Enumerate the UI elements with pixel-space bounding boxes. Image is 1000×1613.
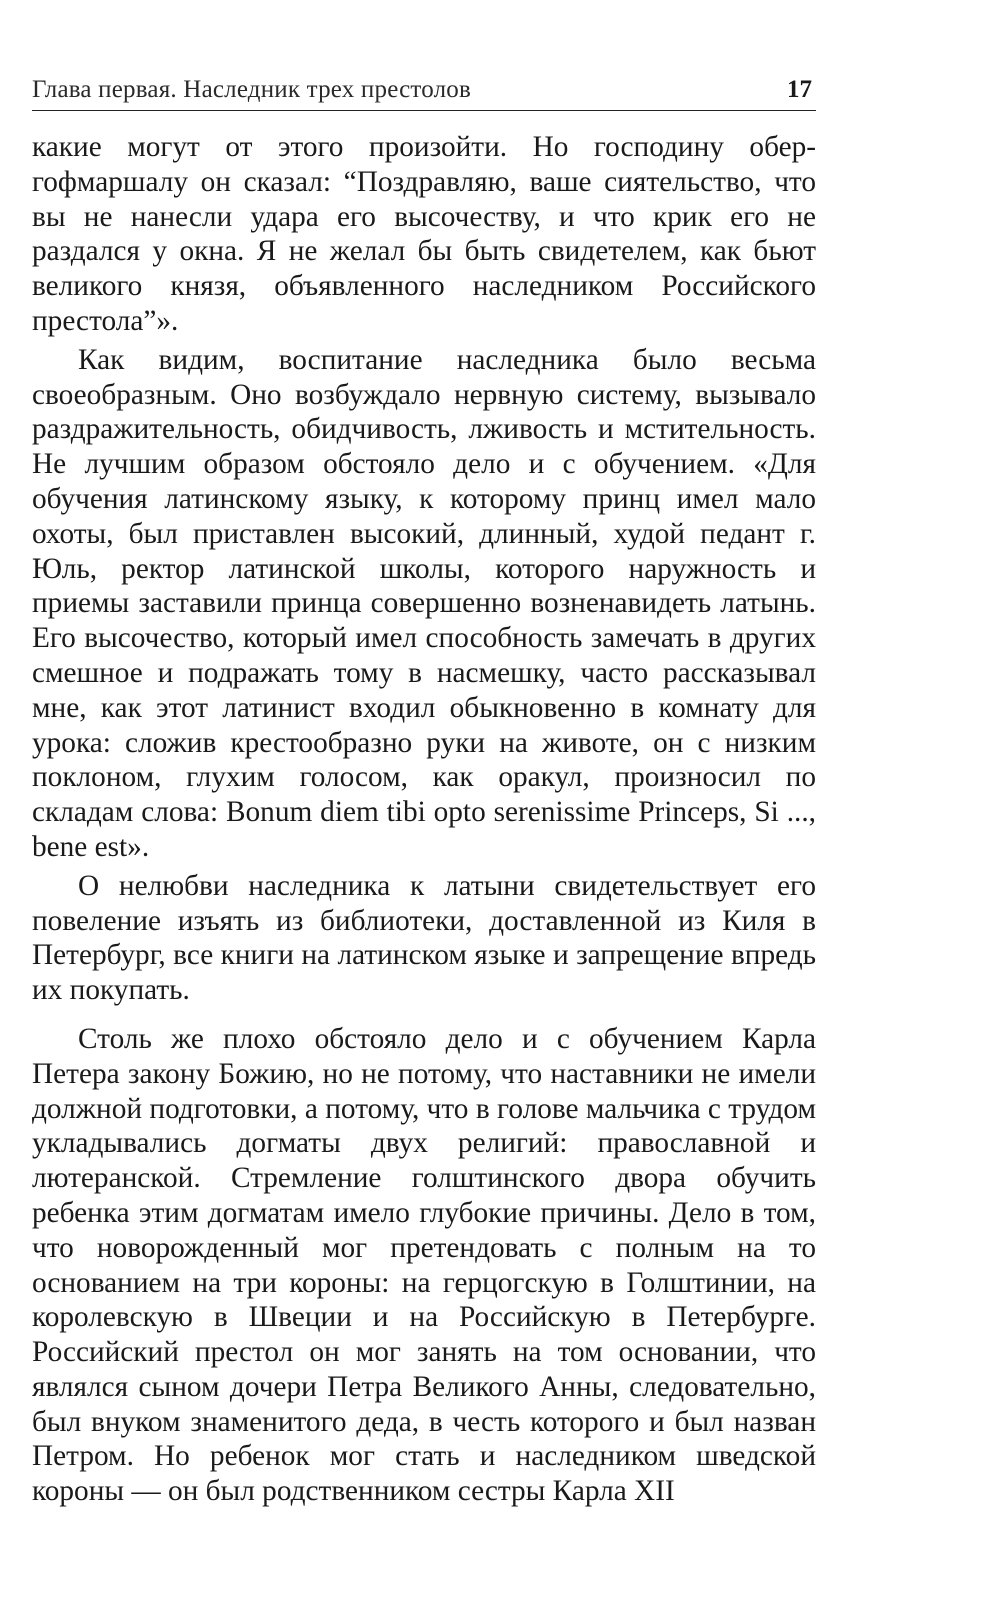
paragraph-religion: Столь же плохо обстояло дело и с обучением Карла Петера закону Божию, но не потому, что наставники не имели должной подготовки, а потому, что в голове мальчика с трудом укладывались догматы двух религий: православной и лютеранской. Стремление голштинского двора обучить ребенка этим догматам имело глубокие причины. Дело в том, что новорожденный мог претендовать с полным на то основанием на три короны: на герцогскую в Голштинии, на королевскую в Швеции и на Российскую в Петербурге. Российский престол он мог занять на том основании, что являлся сыном дочери Петра Великого Анны, следовательно, был внуком знаменитого деда, в честь которого и был назван Петром. Но ребенок мог стать и наследником шведской короны — он был родственником сестры Карла XII xyxy=(32,1022,816,1508)
book-page xyxy=(24,0,816,1613)
chapter-running-title: Глава первая. Наследник трех престолов xyxy=(32,76,471,103)
paragraph-continuation: какие могут от этого произойти. Но господину обер-гофмаршалу он сказал: “Поздравляю, ваше сиятельство, что вы не нанесли удара его высочеству, и что крик его не раздался у окна. Я не желал бы быть свидетелем, как бьют великого князя, объявленного наследником Российского престола”». xyxy=(32,131,816,337)
page-number: 17 xyxy=(787,76,812,103)
paragraph-upbringing: Как видим, воспитание наследника было весьма своеобразным. Оно возбуждало нервную систему, вызывало раздражительность, обидчивость, лживость и мстительность. Не лучшим образом обстояло дело и с обучением. «Для обучения латинскому языку, к которому принц имел мало охоты, был приставлен высокий, длинный, худой педант г. Юль, ректор латинской школы, которого наружность и приемы заставили принца совершенно возненавидеть латынь. Его высочество, который имел способность замечать в других смешное и подражать тому в насмешку, часто рассказывал мне, как этот латинист входил обыкновенно в комнату для урока: сложив крестообразно руки на животе, он с низким поклоном, глухим голосом, как оракул, произносил по складам слова: Bonum diem tibi opto serenissime Princeps, Si ..., bene est». xyxy=(32,343,816,863)
paragraph-latin-books: О нелюбви наследника к латыни свидетельствует его повеление изъять из библиотеки, доставленной из Киля в Петербург, все книги на латинском языке и запрещение впредь их покупать. xyxy=(32,869,816,1007)
running-head xyxy=(32,76,816,111)
body-text xyxy=(32,130,816,1509)
